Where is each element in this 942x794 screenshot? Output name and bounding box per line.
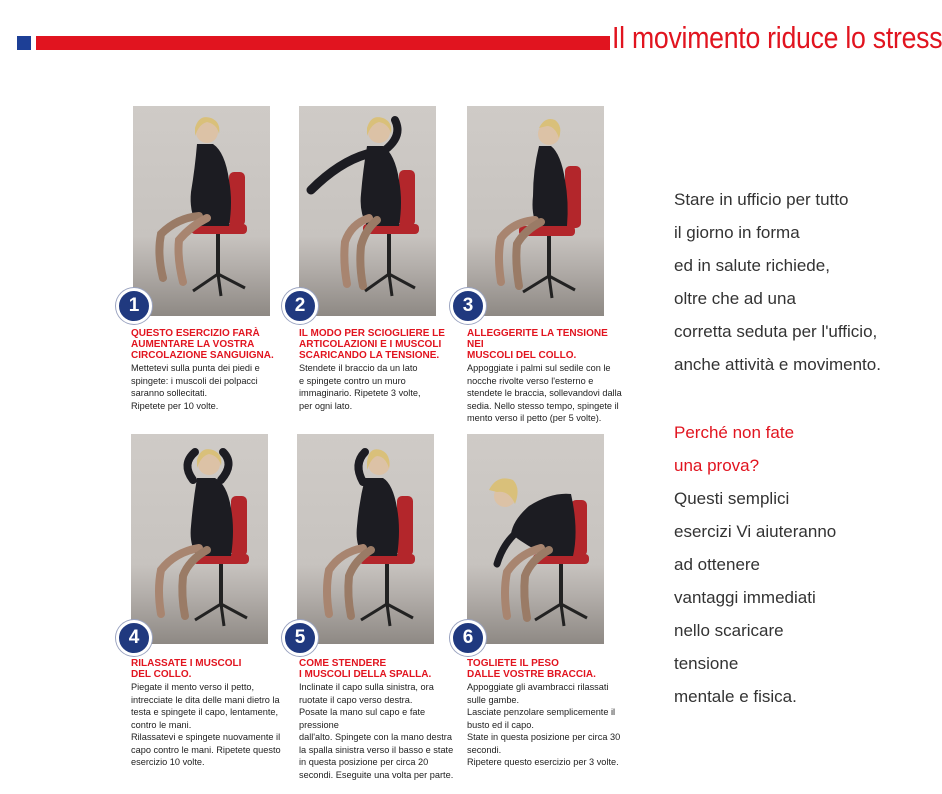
exercise-text-2: Stendete il braccio da un lato e spingete contro un muro immaginario. Ripetete 3 volte, per ogni lato.: [299, 363, 421, 411]
exercise-title-4: RILASSATE I MUSCOLI DEL COLLO.: [131, 658, 242, 680]
exercise-photo-6: [467, 434, 604, 644]
exercise-photo-4: [131, 434, 268, 644]
step-badge-3: 3: [450, 288, 486, 324]
woman-on-chair-illustration: [467, 434, 604, 644]
step-badge-1: 1: [116, 288, 152, 324]
exercise-caption-4: [131, 658, 296, 769]
exercise-text-1: Mettetevi sulla punta dei piedi e spingete: i muscoli dei polpacci saranno sollecitati. Ripetete per 10 volte.: [131, 363, 260, 411]
step-badge-2: 2: [282, 288, 318, 324]
exercise-caption-2: [299, 328, 464, 412]
exercise-text-5: Inclinate il capo sulla sinistra, ora ruotate il capo verso destra. Posate la mano sul capo e fate pressione dall'alto. Spingete con la mano destra la spalla sinistra verso il basso e state in questa posizione per circa 20 secondi. Eseguite una volta per parte.: [299, 682, 454, 780]
question-heading: Perché non fate una prova?: [674, 423, 795, 475]
exercise-photo-5: [297, 434, 434, 644]
header-red-bar: [36, 36, 610, 50]
exercise-caption-3: [467, 328, 627, 425]
exercise-text-6: Appoggiate gli avambracci rilassati sulle gambe. Lasciate penzolare semplicemente il busto ed il capo. State in questa posizione per circa 30 secondi. Ripetere questo esercizio per 3 volte.: [467, 682, 621, 767]
intro-paragraph: Stare in ufficio per tutto il giorno in forma ed in salute richiede, oltre che ad una corretta seduta per l'ufficio, anche attività e movimento.: [674, 190, 881, 374]
exercise-photo-2: [299, 106, 436, 316]
step-badge-4: 4: [116, 620, 152, 656]
exercise-text-4: Piegate il mento verso il petto, intrecciate le dita delle mani dietro la testa e spingete il capo, lentamente, contro le mani. Rilassatevi e spingete nuovamente il capo contro le mani. Ripetete questo esercizio 10 volte.: [131, 682, 281, 767]
woman-on-chair-illustration: [133, 106, 270, 316]
woman-on-chair-illustration: [299, 106, 436, 316]
woman-on-chair-illustration: [131, 434, 268, 644]
step-badge-6: 6: [450, 620, 486, 656]
exercise-photo-1: [133, 106, 270, 316]
exercise-title-1: QUESTO ESERCIZIO FARÀ AUMENTARE LA VOSTRA CIRCOLAZIONE SANGUIGNA.: [131, 328, 274, 361]
step-badge-5: 5: [282, 620, 318, 656]
exercise-caption-1: [131, 328, 296, 412]
exercise-title-5: COME STENDERE I MUSCOLI DELLA SPALLA.: [299, 658, 432, 680]
exercise-caption-5: [299, 658, 464, 781]
closing-paragraph: Questi semplici esercizi Vi aiuteranno ad ottenere vantaggi immediati nello scaricare tensione mentale e fisica.: [674, 489, 837, 706]
exercise-title-6: TOGLIETE IL PESO DALLE VOSTRE BRACCIA.: [467, 658, 596, 680]
exercise-caption-6: [467, 658, 632, 769]
page-title: Il movimento riduce lo stress: [612, 20, 942, 55]
woman-on-chair-illustration: [467, 106, 604, 316]
exercise-title-2: IL MODO PER SCIOGLIERE LE ARTICOLAZIONI E I MUSCOLI SCARICANDO LA TENSIONE.: [299, 328, 445, 361]
exercise-photo-3: [467, 106, 604, 316]
header-blue-square: [17, 36, 31, 50]
exercise-title-3: ALLEGGERITE LA TENSIONE NEI MUSCOLI DEL COLLO.: [467, 328, 608, 361]
woman-on-chair-illustration: [297, 434, 434, 644]
exercise-text-3: Appoggiate i palmi sul sedile con le nocche rivolte verso l'esterno e stendete le braccia, sollevandovi dalla sedia. Nello stesso tempo, spingete il mento verso il petto (per 5 volte).: [467, 363, 622, 423]
